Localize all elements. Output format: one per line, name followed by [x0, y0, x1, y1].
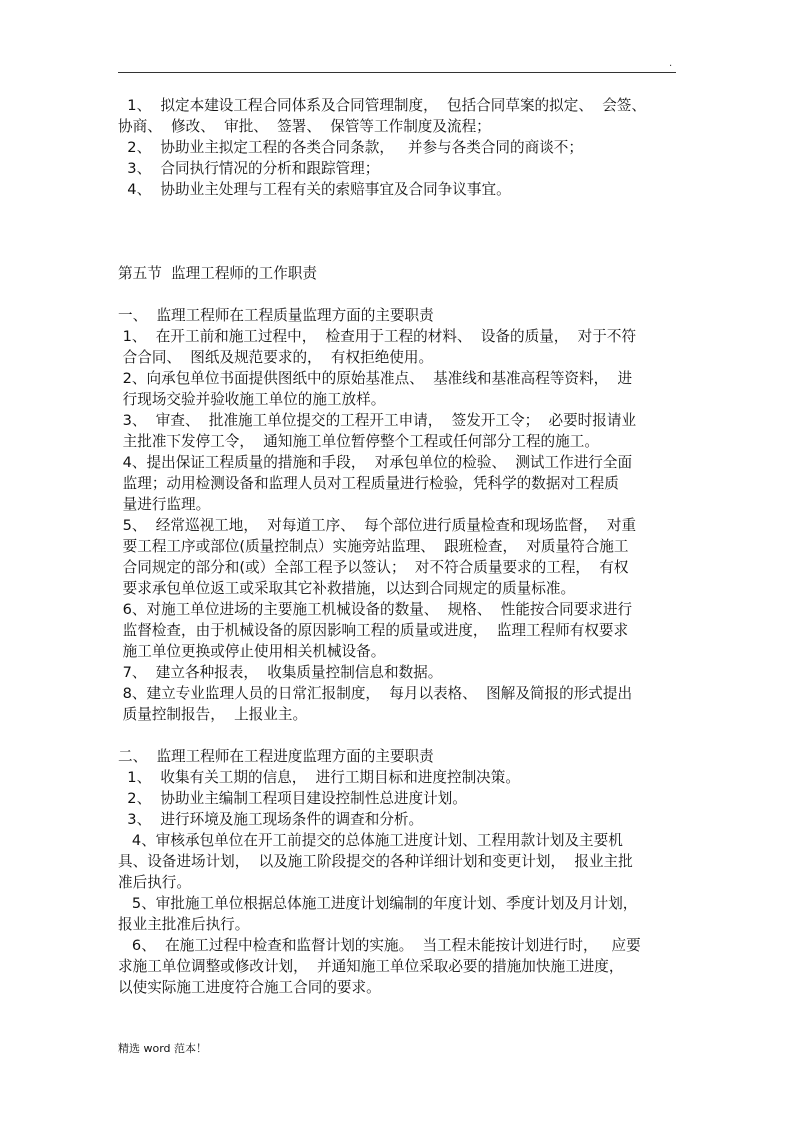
paragraph-line: 5、审批施工单位根据总体施工进度计划编制的年度计划、季度计划及月计划， [118, 895, 638, 912]
paragraph-line: 施工单位更换或停止使用相关机械设备。 [118, 643, 386, 660]
paragraph-line: 合同规定的部分和(或）全部工程予以签认； 对不符合质量要求的工程， 有权 [118, 559, 629, 576]
paragraph-line: 2、 协助业主编制工程项目建设控制性总进度计划。 [118, 790, 467, 807]
paragraph-line: 4、 协助业主处理与工程有关的索赔事宜及合同争议事宜。 [118, 181, 511, 198]
document-body [118, 95, 692, 998]
header-mark: . [669, 58, 673, 69]
paragraph-line: 8、建立专业监理人员的日常汇报制度， 每月以表格、 图解及简报的形式提出 [118, 685, 633, 702]
paragraph-line: 1、 在开工前和施工过程中， 检查用于工程的材料、 设备的质量， 对于不符 [118, 328, 637, 345]
paragraph-line: 2、 协助业主拟定工程的各类合同条款， 并参与各类合同的商谈不； [118, 139, 583, 156]
paragraph-line: 5、 经常巡视工地， 对每道工序、 每个部位进行质量检查和现场监督， 对重 [118, 517, 637, 534]
spacer [118, 725, 692, 746]
paragraph-line: 要工程工序或部位(质量控制点）实施旁站监理、 跟班检查， 对质量符合施工 [118, 538, 629, 555]
section-title: 第五节 监理工程师的工作职责 [118, 265, 317, 282]
paragraph-line: 4、审核承包单位在开工前提交的总体施工进度计划、工程用款计划及主要机 [118, 832, 623, 849]
paragraph-line: 质量控制报告， 上报业主。 [118, 706, 308, 723]
paragraph-line: 具、设备进场计划， 以及施工阶段提交的各种详细计划和变更计划， 报业主批 [118, 853, 633, 870]
paragraph-line: 3、 审查、 批准施工单位提交的工程开工申请， 签发开工令； 必要时报请业 [118, 412, 637, 429]
spacer [118, 284, 692, 305]
paragraph-line: 量进行监理。 [118, 496, 211, 513]
header-rule [118, 72, 676, 73]
paragraph-line: 监督检查，由于机械设备的原因影响工程的质量或进度， 监理工程师有权要求 [118, 622, 629, 639]
subsection-heading: 一、 监理工程师在工程质量监理方面的主要职责 [118, 307, 434, 324]
paragraph-line: 6、对施工单位进场的主要施工机械设备的数量、 规格、 性能按合同要求进行 [118, 601, 633, 618]
paragraph-line: 行现场交验并验收施工单位的施工放样。 [118, 391, 386, 408]
paragraph-line: 1、 收集有关工期的信息， 进行工期目标和进度控制决策。 [118, 769, 520, 786]
paragraph-line: 3、 进行环境及施工现场条件的调查和分析。 [118, 811, 424, 828]
paragraph-line: 准后执行。 [118, 874, 191, 891]
paragraph-line: 报业主批准后执行。 [118, 916, 250, 933]
spacer [118, 200, 692, 242]
footer-text: 精选 word 范本！ [118, 1042, 208, 1055]
paragraph-line: 7、 建立各种报表， 收集质量控制信息和数据。 [118, 664, 443, 681]
paragraph-line: 2、向承包单位书面提供图纸中的原始基准点、 基准线和基准高程等资料， 进 [118, 370, 633, 387]
paragraph-line: 主批准下发停工令， 通知施工单位暂停整个工程或任何部分工程的施工。 [118, 433, 599, 450]
contract-management-list [118, 95, 692, 200]
paragraph-line: 求施工单位调整或修改计划， 并通知施工单位采取必要的措施加快施工进度， [118, 958, 624, 975]
paragraph-line: 6、 在施工过程中检查和监督计划的实施。 当工程未能按计划进行时， 应要 [118, 937, 641, 954]
paragraph-line: 协商、 修改、 审批、 签署、 保管等工作制度及流程； [118, 118, 491, 135]
paragraph-line: 要求承包单位返工或采取其它补救措施，以达到合同规定的质量标准。 [118, 580, 576, 597]
progress-duties [118, 746, 692, 998]
paragraph-line: 1、 拟定本建设工程合同体系及合同管理制度， 包括合同草案的拟定、 会签、 [118, 97, 646, 114]
spacer [118, 242, 692, 263]
paragraph-line: 4、提出保证工程质量的措施和手段， 对承包单位的检验、 测试工作进行全面 [118, 454, 633, 471]
subsection-heading: 二、 监理工程师在工程进度监理方面的主要职责 [118, 748, 434, 765]
quality-duties [118, 305, 692, 725]
paragraph-line: 合合同、 图纸及规范要求的， 有权拒绝使用。 [118, 349, 434, 366]
paragraph-line: 3、 合同执行情况的分析和跟踪管理； [118, 160, 380, 177]
paragraph-line: 监理；动用检测设备和监理人员对工程质量进行检验，凭科学的数据对工程质 [118, 475, 619, 492]
paragraph-line: 以使实际施工进度符合施工合同的要求。 [118, 979, 381, 996]
